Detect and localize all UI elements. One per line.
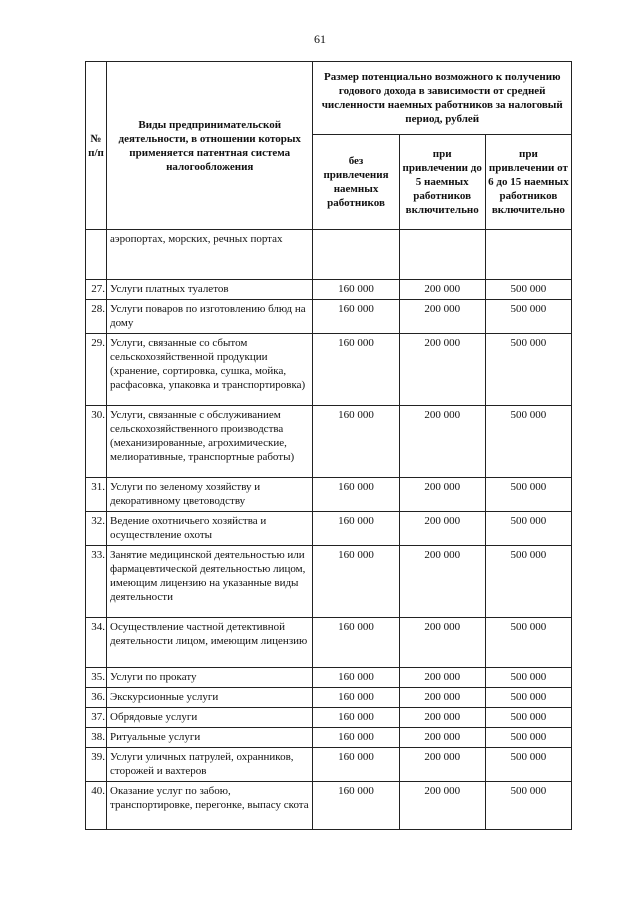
row-num: 29. bbox=[86, 334, 107, 406]
row-activity: Услуги по зеленому хозяйству и декоративному цветоводству bbox=[107, 478, 313, 512]
row-num: 28. bbox=[86, 300, 107, 334]
row-value-upto5: 200 000 bbox=[399, 546, 485, 618]
table-row bbox=[86, 668, 572, 688]
row-num: 34. bbox=[86, 618, 107, 668]
row-num: 38. bbox=[86, 728, 107, 748]
row-activity: Ритуальные услуги bbox=[107, 728, 313, 748]
row-num: 31. bbox=[86, 478, 107, 512]
row-value-6to15: 500 000 bbox=[485, 406, 571, 478]
row-activity: Занятие медицинской деятельностью или фармацевтической деятельностью лицом, имеющим лицензию на указанные виды деятельности bbox=[107, 546, 313, 618]
row-value-upto5: 200 000 bbox=[399, 708, 485, 728]
row-activity: Услуги по прокату bbox=[107, 668, 313, 688]
row-activity: Услуги платных туалетов bbox=[107, 280, 313, 300]
table-row bbox=[86, 748, 572, 782]
row-activity: Оказание услуг по забою, транспортировке, перегонке, выпасу скота bbox=[107, 782, 313, 830]
row-num: 37. bbox=[86, 708, 107, 728]
row-value-6to15: 500 000 bbox=[485, 300, 571, 334]
row-value-6to15: 500 000 bbox=[485, 618, 571, 668]
row-value-upto5: 200 000 bbox=[399, 512, 485, 546]
row-value-none: 160 000 bbox=[313, 618, 399, 668]
header-col-upto5: при привлечении до 5 наемных работников включительно bbox=[399, 135, 485, 230]
table-row bbox=[86, 688, 572, 708]
table-row-continuation bbox=[86, 230, 572, 280]
row-value-none: 160 000 bbox=[313, 478, 399, 512]
row-value-6to15: 500 000 bbox=[485, 688, 571, 708]
row-value-none: 160 000 bbox=[313, 748, 399, 782]
row-value-6to15 bbox=[485, 230, 571, 280]
table-row bbox=[86, 280, 572, 300]
row-num: 33. bbox=[86, 546, 107, 618]
row-value-6to15: 500 000 bbox=[485, 546, 571, 618]
row-value-none: 160 000 bbox=[313, 406, 399, 478]
row-num bbox=[86, 230, 107, 280]
table-row bbox=[86, 406, 572, 478]
row-activity: Обрядовые услуги bbox=[107, 708, 313, 728]
row-value-6to15: 500 000 bbox=[485, 334, 571, 406]
row-value-6to15: 500 000 bbox=[485, 668, 571, 688]
table-header-row bbox=[86, 62, 572, 135]
row-value-none: 160 000 bbox=[313, 728, 399, 748]
row-activity: Услуги уличных патрулей, охранников, сторожей и вахтеров bbox=[107, 748, 313, 782]
row-value-6to15: 500 000 bbox=[485, 782, 571, 830]
row-num: 35. bbox=[86, 668, 107, 688]
row-num: 27. bbox=[86, 280, 107, 300]
page-number: 61 bbox=[314, 32, 326, 46]
table-row bbox=[86, 546, 572, 618]
row-value-6to15: 500 000 bbox=[485, 728, 571, 748]
row-value-upto5: 200 000 bbox=[399, 728, 485, 748]
header-activity: Виды предпринимательской деятельности, в отношении которых применяется патентная система налогообложения bbox=[107, 62, 313, 230]
table-row bbox=[86, 478, 572, 512]
row-value-none: 160 000 bbox=[313, 334, 399, 406]
row-activity: Услуги, связанные со сбытом сельскохозяйственной продукции (хранение, сортировка, сушка, мойка, расфасовка, упаковка и транспортировка) bbox=[107, 334, 313, 406]
patent-income-table bbox=[85, 61, 572, 830]
row-value-upto5: 200 000 bbox=[399, 478, 485, 512]
table-row bbox=[86, 512, 572, 546]
row-value-upto5: 200 000 bbox=[399, 300, 485, 334]
header-num: № п/п bbox=[86, 62, 107, 230]
row-value-6to15: 500 000 bbox=[485, 280, 571, 300]
row-value-upto5: 200 000 bbox=[399, 406, 485, 478]
row-value-none: 160 000 bbox=[313, 688, 399, 708]
row-value-none: 160 000 bbox=[313, 280, 399, 300]
row-value-6to15: 500 000 bbox=[485, 512, 571, 546]
row-value-upto5: 200 000 bbox=[399, 748, 485, 782]
row-value-none: 160 000 bbox=[313, 668, 399, 688]
row-value-upto5 bbox=[399, 230, 485, 280]
row-activity: Услуги поваров по изготовлению блюд на дому bbox=[107, 300, 313, 334]
table-row bbox=[86, 334, 572, 406]
table-row bbox=[86, 708, 572, 728]
row-value-6to15: 500 000 bbox=[485, 478, 571, 512]
header-col-none: без привлечения наемных работников bbox=[313, 135, 399, 230]
table-row bbox=[86, 618, 572, 668]
row-value-none: 160 000 bbox=[313, 300, 399, 334]
header-col-6to15: при привлечении от 6 до 15 наемных работников включительно bbox=[485, 135, 571, 230]
row-activity: аэропортах, морских, речных портах bbox=[107, 230, 313, 280]
row-value-upto5: 200 000 bbox=[399, 618, 485, 668]
table-row bbox=[86, 300, 572, 334]
row-num: 39. bbox=[86, 748, 107, 782]
row-value-none: 160 000 bbox=[313, 512, 399, 546]
row-value-upto5: 200 000 bbox=[399, 668, 485, 688]
row-activity: Ведение охотничьего хозяйства и осуществление охоты bbox=[107, 512, 313, 546]
row-num: 32. bbox=[86, 512, 107, 546]
row-num: 30. bbox=[86, 406, 107, 478]
row-value-none bbox=[313, 230, 399, 280]
row-value-none: 160 000 bbox=[313, 782, 399, 830]
row-value-upto5: 200 000 bbox=[399, 280, 485, 300]
row-value-upto5: 200 000 bbox=[399, 334, 485, 406]
row-activity: Экскурсионные услуги bbox=[107, 688, 313, 708]
row-value-6to15: 500 000 bbox=[485, 708, 571, 728]
row-value-none: 160 000 bbox=[313, 546, 399, 618]
row-value-6to15: 500 000 bbox=[485, 748, 571, 782]
row-num: 40. bbox=[86, 782, 107, 830]
table-row bbox=[86, 782, 572, 830]
row-value-upto5: 200 000 bbox=[399, 688, 485, 708]
row-value-none: 160 000 bbox=[313, 708, 399, 728]
table-row bbox=[86, 728, 572, 748]
row-num: 36. bbox=[86, 688, 107, 708]
row-activity: Осуществление частной детективной деятельности лицом, имеющим лицензию bbox=[107, 618, 313, 668]
row-activity: Услуги, связанные с обслуживанием сельскохозяйственного производства (механизированные, агрохимические, мелиоративные, транспортные работы) bbox=[107, 406, 313, 478]
row-value-upto5: 200 000 bbox=[399, 782, 485, 830]
header-income-group: Размер потенциально возможного к получению годового дохода в зависимости от средней численности наемных работников за налоговый период, рублей bbox=[313, 62, 572, 135]
